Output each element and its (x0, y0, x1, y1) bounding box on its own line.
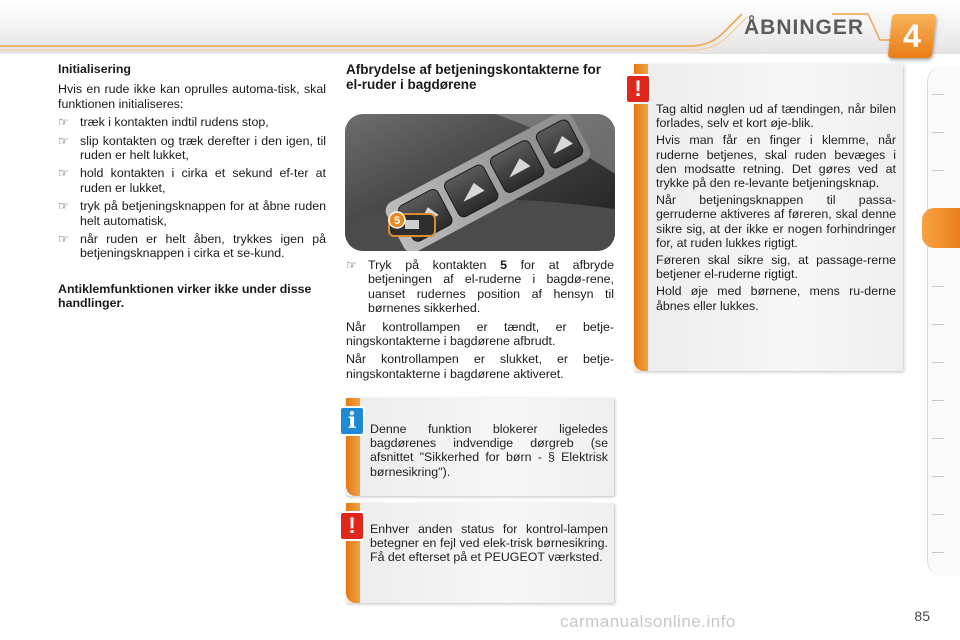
hand-pointer-icon: ☞ (58, 133, 69, 148)
tab-divider (932, 514, 944, 515)
photo-marker-label: 5 (393, 215, 401, 227)
tab-divider (932, 132, 944, 133)
chapter-tab-strip (927, 66, 960, 576)
info-icon: i (341, 408, 363, 434)
warning-icon: ! (341, 513, 363, 539)
warning-paragraph: Hvis man får en finger i klemme, når ruderne betjenes, skal ruden bevæges i den modsatte retning. Det gøres ved at trykke på den re-levante betjeningsknap. (656, 133, 896, 191)
warning-callout-bottom (346, 503, 614, 603)
tab-divider (932, 476, 944, 477)
tab-divider (932, 438, 944, 439)
chapter-title: ÅBNINGER (743, 16, 864, 39)
hand-pointer-icon: ☞ (58, 166, 69, 181)
intro-text: Hvis en rude ikke kan oprulles automa-tisk, skal funktionen initialiseres: (58, 82, 326, 111)
list-item: ☞ tryk på betjeningsknappen for at åbne ruden helt automatisk, (58, 199, 326, 228)
list-item: ☞ træk i kontakten indtil rudens stop, (58, 115, 269, 130)
tab-divider (932, 324, 944, 325)
watermark-text: carmanualsonline.info (560, 612, 736, 631)
tab-divider (932, 286, 944, 287)
initialisation-section (58, 62, 326, 261)
page-number: 85 (914, 608, 930, 624)
window-switch-photo (345, 114, 615, 251)
switch-number: 5 (500, 258, 507, 272)
section-heading: Afbrydelse af betjeningskontakterne for el-ruder i bagdørene (346, 62, 602, 92)
list-item: ☞ når ruden er helt åben, trykkes igen på betjeningsknappen i cirka et se-kund. (58, 232, 326, 261)
anti-pinch-note: Antiklemfunktionen virker ikke under disse handlinger. (58, 282, 312, 311)
warning-callout-top (634, 64, 903, 371)
warning-paragraph: Føreren skal sikre sig, at passage-rerne betjener el-ruderne rigtigt. (656, 253, 896, 282)
tab-divider (932, 362, 944, 363)
child-lock-section (346, 258, 614, 381)
warning-paragraph: Tag altid nøglen ud af tændingen, når bilen forlades, selv et kort øje-blik. (656, 102, 896, 131)
lamp-off-text: Når kontrollampen er slukket, er betje-ningskontakterne i bagdørene aktiveret. (346, 352, 614, 381)
list-item: ☞ Tryk på kontakten 5 for at afbryde betjeningen af el-ruderne i bagdø-rene, uanset rudernes position af hensyn til børnenes sikkerhed. (346, 258, 615, 316)
info-callout (346, 398, 614, 496)
hand-pointer-icon: ☞ (58, 199, 69, 214)
tab-divider (932, 170, 944, 171)
list-item: ☞ hold kontakten i cirka et sekund ef-ter at ruden er lukket, (58, 166, 326, 195)
hand-pointer-icon: ☞ (58, 115, 69, 130)
callout-accent-bar (634, 64, 648, 371)
active-chapter-tab (922, 208, 960, 248)
section-heading: Initialisering (58, 62, 131, 76)
chapter-number: 4 (903, 18, 921, 54)
warning-paragraph: Når betjeningsknappen til passa-gerruderne aktiveres af føreren, skal denne sikre sig, at der ikke er nogen forhindringer for, at ruden lukkes rigtigt. (656, 193, 896, 250)
warning-icon: ! (627, 76, 649, 102)
warning-paragraph: Hold øje med børnene, mens ru-derne åbnes eller lukkes. (656, 284, 896, 313)
hand-pointer-icon: ☞ (58, 232, 69, 247)
tab-divider (932, 400, 944, 401)
warning-text: Enhver anden status for kontrol-lampen betegner en fejl ved elek-trisk børnesikring. Få det efterset på et PEUGEOT værksted. (370, 522, 608, 565)
hand-pointer-icon: ☞ (346, 258, 357, 272)
list-item: ☞ slip kontakten og træk derefter i den igen, til ruden er helt lukket, (58, 133, 326, 163)
step-list (58, 115, 326, 261)
tab-divider (932, 552, 944, 553)
lamp-on-text: Når kontrollampen er tændt, er betje-ningskontakterne i bagdørene afbrudt. (346, 319, 614, 349)
info-text: Denne funktion blokerer ligeledes bagdørenes indvendige dørgreb (se afsnittet "Sikkerhed for børn - § Elektrisk børnesikring"). (370, 422, 608, 479)
tab-divider (932, 94, 944, 95)
